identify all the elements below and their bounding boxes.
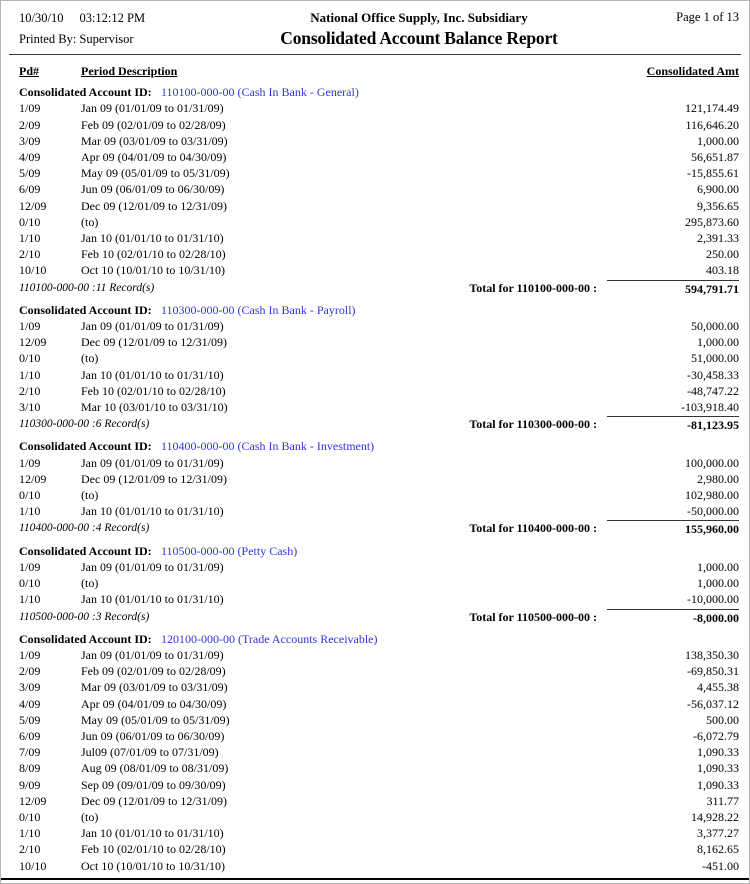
- table-row: [1, 367, 749, 383]
- period-description: Oct 10 (10/01/10 to 10/31/10): [81, 858, 225, 873]
- account-header: [1, 438, 749, 454]
- period-number: 12/09: [19, 335, 47, 350]
- account-id-label: Consolidated Account ID:: [19, 543, 152, 558]
- period-number: 5/09: [19, 166, 41, 181]
- record-count: 110100-000-00 :11 Record(s): [19, 281, 155, 294]
- account-id-link[interactable]: 110300-000-00 (Cash In Bank - Payroll): [161, 302, 356, 317]
- print-time: 03:12:12 PM: [79, 11, 146, 25]
- amount: -50,000.00: [687, 504, 739, 519]
- amount: 56,651.87: [691, 150, 739, 165]
- record-count: 110400-000-00 :4 Record(s): [19, 522, 150, 535]
- period-rows: [1, 455, 749, 520]
- print-datetime: [19, 10, 209, 26]
- table-row: [1, 214, 749, 230]
- amount: 6,900.00: [697, 182, 739, 197]
- table-row: [1, 858, 749, 874]
- amount: 2,391.33: [697, 231, 739, 246]
- total-label: Total for 110400-000-00 :: [469, 521, 597, 536]
- table-row: [1, 149, 749, 165]
- period-number: 7/09: [19, 745, 41, 760]
- table-row: [1, 793, 749, 809]
- report-title: Consolidated Account Balance Report: [280, 28, 558, 48]
- table-row: [1, 133, 749, 149]
- table-row: [1, 712, 749, 728]
- period-number: 3/09: [19, 133, 41, 148]
- account-id-label: Consolidated Account ID:: [19, 439, 152, 454]
- period-rows: [1, 318, 749, 415]
- column-pd: Pd#: [19, 64, 40, 78]
- report-body: [1, 84, 749, 874]
- period-description: Jan 09 (01/01/09 to 01/31/09): [81, 455, 224, 470]
- table-row: [1, 262, 749, 278]
- account-section: [1, 543, 749, 626]
- page-number: Page 1 of 13: [676, 10, 739, 24]
- period-description: Jun 09 (06/01/09 to 06/30/09): [81, 728, 225, 743]
- period-number: 0/10: [19, 576, 41, 591]
- print-date: 10/30/10: [19, 11, 64, 25]
- record-count: 110500-000-00 :3 Record(s): [19, 610, 150, 623]
- period-number: 1/10: [19, 231, 41, 246]
- amount: 102,980.00: [685, 488, 739, 503]
- period-number: 1/09: [19, 101, 41, 116]
- amount: -103,918.40: [681, 400, 739, 415]
- header-divider: [9, 54, 741, 55]
- period-description: Apr 09 (04/01/09 to 04/30/09): [81, 696, 227, 711]
- period-description: Sep 09 (09/01/09 to 09/30/09): [81, 777, 226, 792]
- account-section: [1, 438, 749, 537]
- period-description: Jan 09 (01/01/09 to 01/31/09): [81, 559, 224, 574]
- table-row: [1, 744, 749, 760]
- table-row: [1, 760, 749, 776]
- period-number: 10/10: [19, 858, 47, 873]
- period-description: Dec 09 (12/01/09 to 12/31/09): [81, 471, 227, 486]
- section-footer-row: [1, 416, 749, 433]
- period-rows: [1, 559, 749, 608]
- period-description: Jan 10 (01/01/10 to 01/31/10): [81, 826, 224, 841]
- table-row: [1, 696, 749, 712]
- table-row: [1, 809, 749, 825]
- account-header: [1, 84, 749, 100]
- table-row: [1, 318, 749, 334]
- account-id-label: Consolidated Account ID:: [19, 631, 152, 646]
- period-description: Apr 09 (04/01/09 to 04/30/09): [81, 150, 227, 165]
- record-count: 110300-000-00 :6 Record(s): [19, 418, 150, 431]
- period-description: (to): [81, 576, 99, 591]
- amount: 1,090.33: [697, 777, 739, 792]
- amount: -48,747.22: [687, 383, 739, 398]
- period-description: Oct 10 (10/01/10 to 10/31/10): [81, 263, 225, 278]
- column-period-description: Period Description: [81, 64, 178, 78]
- section-footer-row: [1, 609, 749, 626]
- table-row: [1, 198, 749, 214]
- period-description: (to): [81, 488, 99, 503]
- table-row: [1, 841, 749, 857]
- table-row: [1, 728, 749, 744]
- period-number: 12/09: [19, 793, 47, 808]
- table-row: [1, 230, 749, 246]
- table-row: [1, 181, 749, 197]
- period-description: Mar 10 (03/01/10 to 03/31/10): [81, 400, 228, 415]
- period-description: Dec 09 (12/01/09 to 12/31/09): [81, 793, 227, 808]
- amount: 121,174.49: [685, 101, 739, 116]
- total-amount: 594,791.71: [607, 280, 739, 297]
- amount: 311.77: [706, 793, 739, 808]
- period-number: 2/10: [19, 247, 41, 262]
- amount: 51,000.00: [691, 351, 739, 366]
- table-row: [1, 117, 749, 133]
- table-row: [1, 455, 749, 471]
- period-number: 6/09: [19, 728, 41, 743]
- amount: 2,980.00: [697, 471, 739, 486]
- amount: -30,458.33: [687, 367, 739, 382]
- amount: -10,000.00: [687, 592, 739, 607]
- period-description: Aug 09 (08/01/09 to 08/31/09): [81, 761, 229, 776]
- period-description: Mar 09 (03/01/09 to 03/31/09): [81, 133, 228, 148]
- amount: -69,850.31: [687, 664, 739, 679]
- period-number: 2/09: [19, 117, 41, 132]
- period-number: 0/10: [19, 351, 41, 366]
- period-description: (to): [81, 351, 99, 366]
- account-section: [1, 84, 749, 297]
- table-row: [1, 487, 749, 503]
- period-description: Jun 09 (06/01/09 to 06/30/09): [81, 182, 225, 197]
- period-number: 1/10: [19, 592, 41, 607]
- table-row: [1, 503, 749, 519]
- period-description: Jan 10 (01/01/10 to 01/31/10): [81, 367, 224, 382]
- amount: 403.18: [706, 263, 739, 278]
- period-number: 0/10: [19, 809, 41, 824]
- column-consolidated-amt: Consolidated Amt: [646, 64, 739, 78]
- amount: 100,000.00: [685, 455, 739, 470]
- account-header: [1, 302, 749, 318]
- amount: 9,356.65: [697, 198, 739, 213]
- table-row: [1, 575, 749, 591]
- amount: 295,873.60: [685, 214, 739, 229]
- table-row: [1, 471, 749, 487]
- table-row: [1, 679, 749, 695]
- period-number: 1/09: [19, 559, 41, 574]
- period-number: 8/09: [19, 761, 41, 776]
- table-row: [1, 663, 749, 679]
- period-number: 3/10: [19, 400, 41, 415]
- period-description: Jan 10 (01/01/10 to 01/31/10): [81, 504, 224, 519]
- total-label: Total for 110100-000-00 :: [469, 280, 597, 295]
- period-description: Dec 09 (12/01/09 to 12/31/09): [81, 198, 227, 213]
- period-number: 0/10: [19, 214, 41, 229]
- amount: 1,090.33: [697, 761, 739, 776]
- amount: 3,377.27: [697, 826, 739, 841]
- account-header: [1, 543, 749, 559]
- period-description: Feb 10 (02/01/10 to 02/28/10): [81, 842, 226, 857]
- period-number: 9/09: [19, 777, 41, 792]
- period-description: Jan 09 (01/01/09 to 01/31/09): [81, 101, 224, 116]
- account-id-label: Consolidated Account ID:: [19, 302, 152, 317]
- period-number: 12/09: [19, 198, 47, 213]
- period-rows: [1, 647, 749, 874]
- amount: 4,455.38: [697, 680, 739, 695]
- total-label: Total for 110300-000-00 :: [469, 417, 597, 432]
- printed-by: Printed By: Supervisor: [19, 32, 134, 46]
- header-center: [209, 10, 629, 49]
- account-header: [1, 631, 749, 647]
- account-section: [1, 302, 749, 434]
- period-number: 2/09: [19, 664, 41, 679]
- table-row: [1, 246, 749, 262]
- period-description: Feb 10 (02/01/10 to 02/28/10): [81, 247, 226, 262]
- account-id-link[interactable]: 110500-000-00 (Petty Cash): [161, 543, 298, 558]
- account-id-link[interactable]: 110100-000-00 (Cash In Bank - General): [161, 85, 359, 100]
- period-number: 10/10: [19, 263, 47, 278]
- table-row: [1, 399, 749, 415]
- amount: 250.00: [706, 247, 739, 262]
- total-amount: 155,960.00: [607, 520, 739, 537]
- account-id-link[interactable]: 120100-000-00 (Trade Accounts Receivable): [161, 631, 378, 646]
- period-description: Jan 10 (01/01/10 to 01/31/10): [81, 592, 224, 607]
- account-section: [1, 631, 749, 874]
- amount: 14,928.22: [691, 809, 739, 824]
- amount: 50,000.00: [691, 319, 739, 334]
- table-row: [1, 591, 749, 607]
- period-description: Jan 09 (01/01/09 to 01/31/09): [81, 647, 224, 662]
- amount: 116,646.20: [685, 117, 739, 132]
- amount: -451.00: [702, 858, 739, 873]
- period-number: 1/09: [19, 647, 41, 662]
- period-number: 5/09: [19, 712, 41, 727]
- table-row: [1, 825, 749, 841]
- period-number: 4/09: [19, 696, 41, 711]
- total-amount: -81,123.95: [607, 416, 739, 433]
- period-description: Dec 09 (12/01/09 to 12/31/09): [81, 335, 227, 350]
- amount: 1,000.00: [697, 133, 739, 148]
- amount: -15,855.61: [687, 166, 739, 181]
- period-number: 1/10: [19, 367, 41, 382]
- account-id-label: Consolidated Account ID:: [19, 85, 152, 100]
- period-number: 2/10: [19, 383, 41, 398]
- report-header: [1, 1, 749, 49]
- amount: 8,162.65: [697, 842, 739, 857]
- amount: 1,090.33: [697, 745, 739, 760]
- period-number: 6/09: [19, 182, 41, 197]
- period-number: 1/10: [19, 826, 41, 841]
- period-number: 0/10: [19, 488, 41, 503]
- amount: 138,350.30: [685, 647, 739, 662]
- amount: 1,000.00: [697, 335, 739, 350]
- period-description: Feb 09 (02/01/09 to 02/28/09): [81, 664, 226, 679]
- amount: 500.00: [706, 712, 739, 727]
- period-number: 4/09: [19, 150, 41, 165]
- period-description: Jan 09 (01/01/09 to 01/31/09): [81, 319, 224, 334]
- period-rows: [1, 100, 749, 278]
- period-description: Jul09 (07/01/09 to 07/31/09): [81, 745, 219, 760]
- table-row: [1, 647, 749, 663]
- table-row: [1, 350, 749, 366]
- period-number: 1/09: [19, 319, 41, 334]
- period-description: Mar 09 (03/01/09 to 03/31/09): [81, 680, 228, 695]
- period-description: May 09 (05/01/09 to 05/31/09): [81, 166, 230, 181]
- account-id-link[interactable]: 110400-000-00 (Cash In Bank - Investment): [161, 439, 375, 454]
- table-row: [1, 165, 749, 181]
- amount: -56,037.12: [687, 696, 739, 711]
- section-footer-row: [1, 520, 749, 537]
- period-number: 1/09: [19, 455, 41, 470]
- amount: -6,072.79: [693, 728, 739, 743]
- period-description: (to): [81, 214, 99, 229]
- table-row: [1, 777, 749, 793]
- amount: 1,000.00: [697, 576, 739, 591]
- page-bottom-edge: [1, 878, 749, 880]
- column-header-row: [1, 63, 749, 79]
- period-description: Jan 10 (01/01/10 to 01/31/10): [81, 231, 224, 246]
- period-description: Feb 09 (02/01/09 to 02/28/09): [81, 117, 226, 132]
- amount: 1,000.00: [697, 559, 739, 574]
- period-number: 2/10: [19, 842, 41, 857]
- period-number: 12/09: [19, 471, 47, 486]
- table-row: [1, 383, 749, 399]
- period-number: 1/10: [19, 504, 41, 519]
- table-row: [1, 100, 749, 116]
- period-description: (to): [81, 809, 99, 824]
- section-footer-row: [1, 280, 749, 297]
- table-row: [1, 334, 749, 350]
- total-label: Total for 110500-000-00 :: [469, 609, 597, 624]
- period-number: 3/09: [19, 680, 41, 695]
- table-row: [1, 559, 749, 575]
- period-description: May 09 (05/01/09 to 05/31/09): [81, 712, 230, 727]
- company-name: National Office Supply, Inc. Subsidiary: [310, 10, 528, 25]
- total-amount: -8,000.00: [607, 609, 739, 626]
- period-description: Feb 10 (02/01/10 to 02/28/10): [81, 383, 226, 398]
- header-left: [19, 10, 209, 49]
